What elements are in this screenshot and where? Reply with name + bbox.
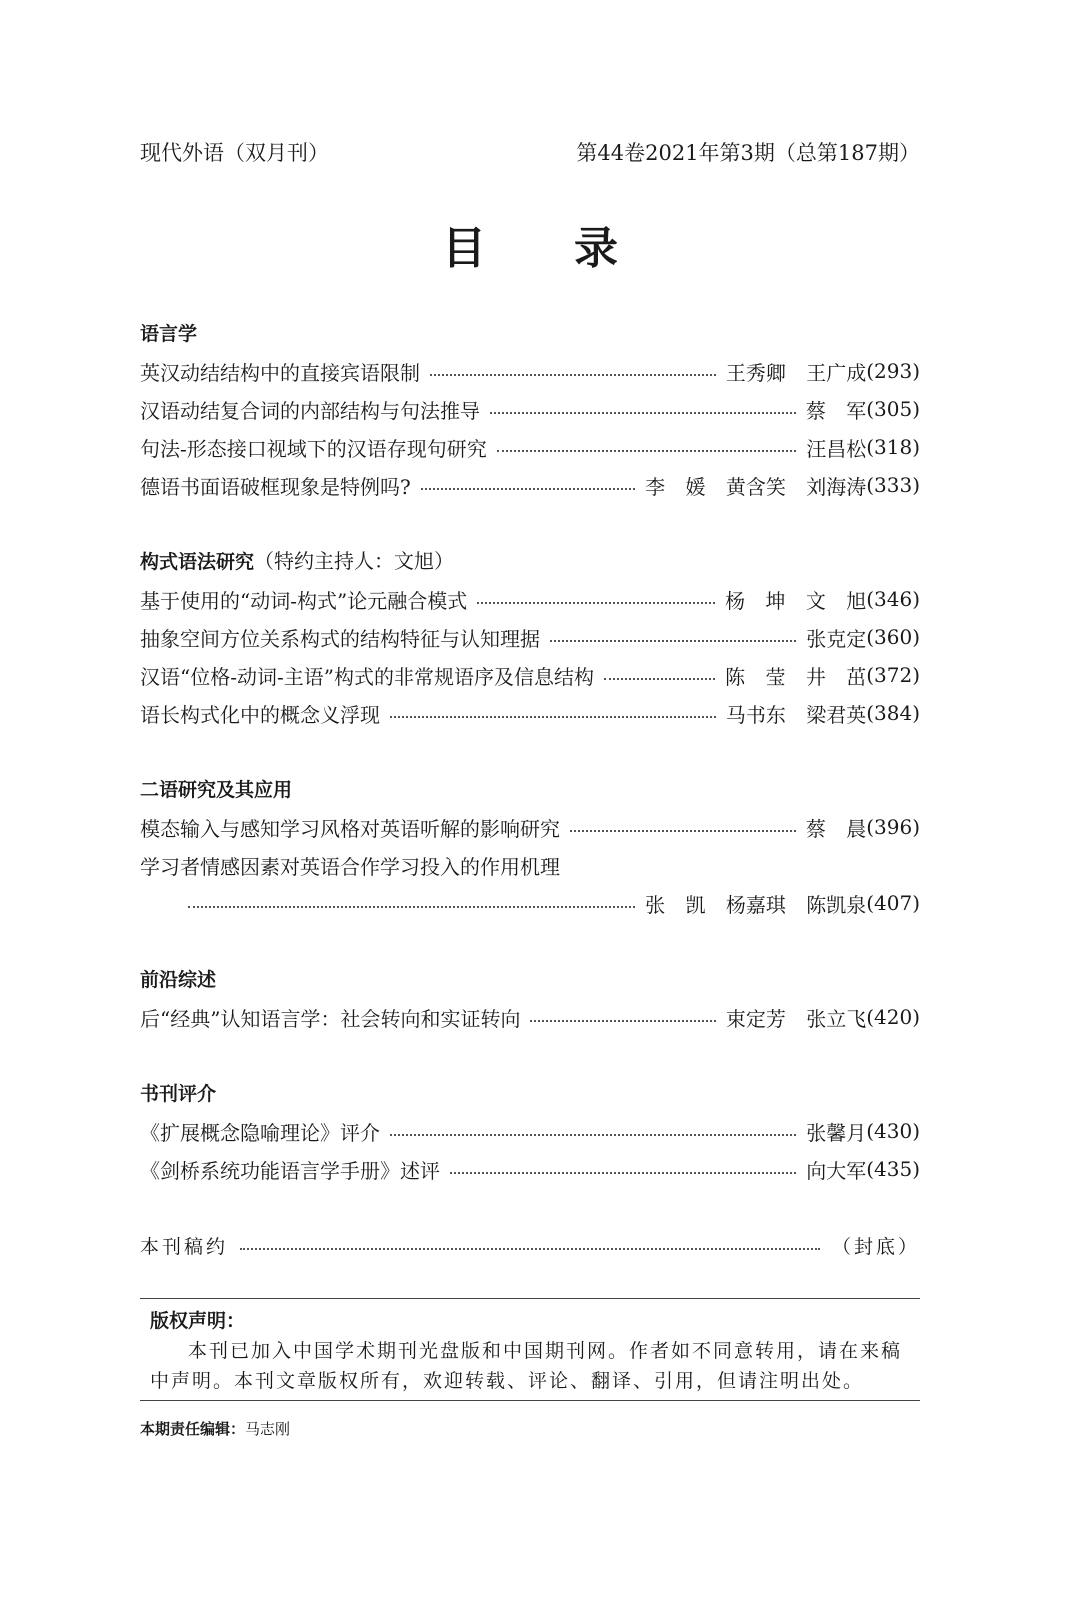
notice-location: （封底） [831,1235,920,1258]
entry-authors: 蔡 晨 [805,816,867,841]
dot-leader [477,602,715,604]
entry-page: (372) [866,663,920,687]
section-linguistics [140,314,920,504]
dot-leader [240,1248,820,1250]
entry-title: 句法-形态接口视域下的汉语存现句研究 [140,436,487,461]
entry-title: 汉语动结复合词的内部结构与句法推导 [140,398,480,423]
entry-title: 后“经典”认知语言学：社会转向和实证转向 [140,1006,521,1031]
editor-line [140,1414,290,1444]
divider-top [140,1298,920,1299]
toc-entry[interactable] [140,1150,920,1188]
entry-title: 抽象空间方位关系构式的结构特征与认知理据 [140,626,540,651]
copyright-body: 本刊已加入中国学术期刊光盘版和中国期刊网。作者如不同意转用，请在来稿中声明。本刊文章版权所有，欢迎转载、评论、翻译、引用，但请注明出处。 [150,1340,903,1392]
dot-leader [570,830,796,832]
entry-authors: 向大军 [806,1158,867,1183]
entry-title: 模态输入与感知学习风格对英语听解的影响研究 [140,816,560,841]
dot-leader [497,450,796,452]
entry-page: (346) [866,587,920,611]
dot-leader [390,716,716,718]
toc-entry[interactable] [140,466,920,504]
dot-leader [188,906,635,908]
entry-page: (333) [866,473,920,497]
section-review [140,960,920,1036]
entry-authors: 张 凯 杨嘉琪 陈凯泉 [645,892,867,917]
entry-page: (420) [866,1005,920,1029]
toc-entry-title-line[interactable] [140,846,920,884]
toc-entry[interactable] [140,656,920,694]
entry-page: (430) [866,1119,920,1143]
entry-authors: 王秀卿 王广成 [725,360,867,385]
dot-leader [430,374,716,376]
entry-authors: 蔡 军 [805,398,867,423]
section-l2-research [140,770,920,922]
entry-title: 学习者情感因素对英语合作学习投入的作用机理 [140,854,560,879]
section-heading: 书刊评介 [140,1083,217,1105]
notice-label: 本刊稿约 [140,1235,229,1258]
section-construction-grammar [140,542,920,732]
toc-entry[interactable] [140,352,920,390]
entry-authors: 张克定 [806,626,867,651]
entry-authors: 张馨月 [806,1120,867,1145]
entry-authors: 李 媛 黄含笑 刘海涛 [645,474,867,499]
entry-authors: 陈 莹 井 茁 [725,664,867,689]
toc-entry[interactable] [140,390,920,428]
entry-title: 德语书面语破框现象是特例吗? [140,474,411,499]
editor-name: 马志刚 [245,1420,291,1438]
dot-leader [604,678,715,680]
entry-title: 基于使用的“动词-构式”论元融合模式 [140,588,468,613]
journal-header [140,132,920,172]
section-heading: 构式语法研究 [140,551,255,573]
divider-bottom [140,1400,920,1401]
entry-page: (318) [866,435,920,459]
entry-page: (396) [866,815,920,839]
entry-title: 《剑桥系统功能语言学手册》述评 [140,1158,440,1183]
entry-authors: 杨 坤 文 旭 [725,588,867,613]
toc-entry[interactable] [140,998,920,1036]
entry-page: (293) [866,359,920,383]
issue-info: 第44卷2021年第3期（总第187期） [576,141,920,165]
toc-entry[interactable] [140,1112,920,1150]
dot-leader [390,1134,796,1136]
entry-authors: 马书东 梁君英 [725,702,867,727]
entry-page: (407) [866,891,920,915]
toc-entry-continuation[interactable] [140,884,920,922]
section-heading: 二语研究及其应用 [140,779,293,801]
toc-entry[interactable] [140,808,920,846]
section-heading: 前沿综述 [140,969,217,991]
entry-page: (384) [866,701,920,725]
editor-label: 本期责任编辑： [140,1420,246,1438]
journal-name: 现代外语（双月刊） [140,141,329,165]
entry-title: 语长构式化中的概念义浮现 [140,702,380,727]
entry-authors: 汪昌松 [806,436,867,461]
toc-entry[interactable] [140,580,920,618]
toc-entry[interactable] [140,618,920,656]
copyright-title: 版权声明： [150,1310,246,1332]
entry-title: 《扩展概念隐喻理论》评介 [140,1120,380,1145]
entry-title: 英汉动结结构中的直接宾语限制 [140,360,420,385]
entry-page: (435) [866,1157,920,1181]
entry-title: 汉语“位格-动词-主语”构式的非常规语序及信息结构 [140,664,594,689]
dot-leader [421,488,635,490]
toc-entry[interactable] [140,428,920,466]
copyright-notice [150,1306,920,1396]
dot-leader [490,412,796,414]
dot-leader [450,1172,796,1174]
section-book-reviews [140,1074,920,1188]
section-heading-note: （特约主持人：文旭） [254,549,455,573]
entry-authors: 束定芳 张立飞 [725,1006,867,1031]
toc-entry[interactable] [140,694,920,732]
dot-leader [550,640,796,642]
page-title: 目录 [442,223,706,274]
dot-leader [530,1020,715,1022]
section-heading: 语言学 [140,323,198,345]
entry-page: (305) [866,397,920,421]
entry-page: (360) [866,625,920,649]
notice-entry[interactable] [140,1226,920,1264]
